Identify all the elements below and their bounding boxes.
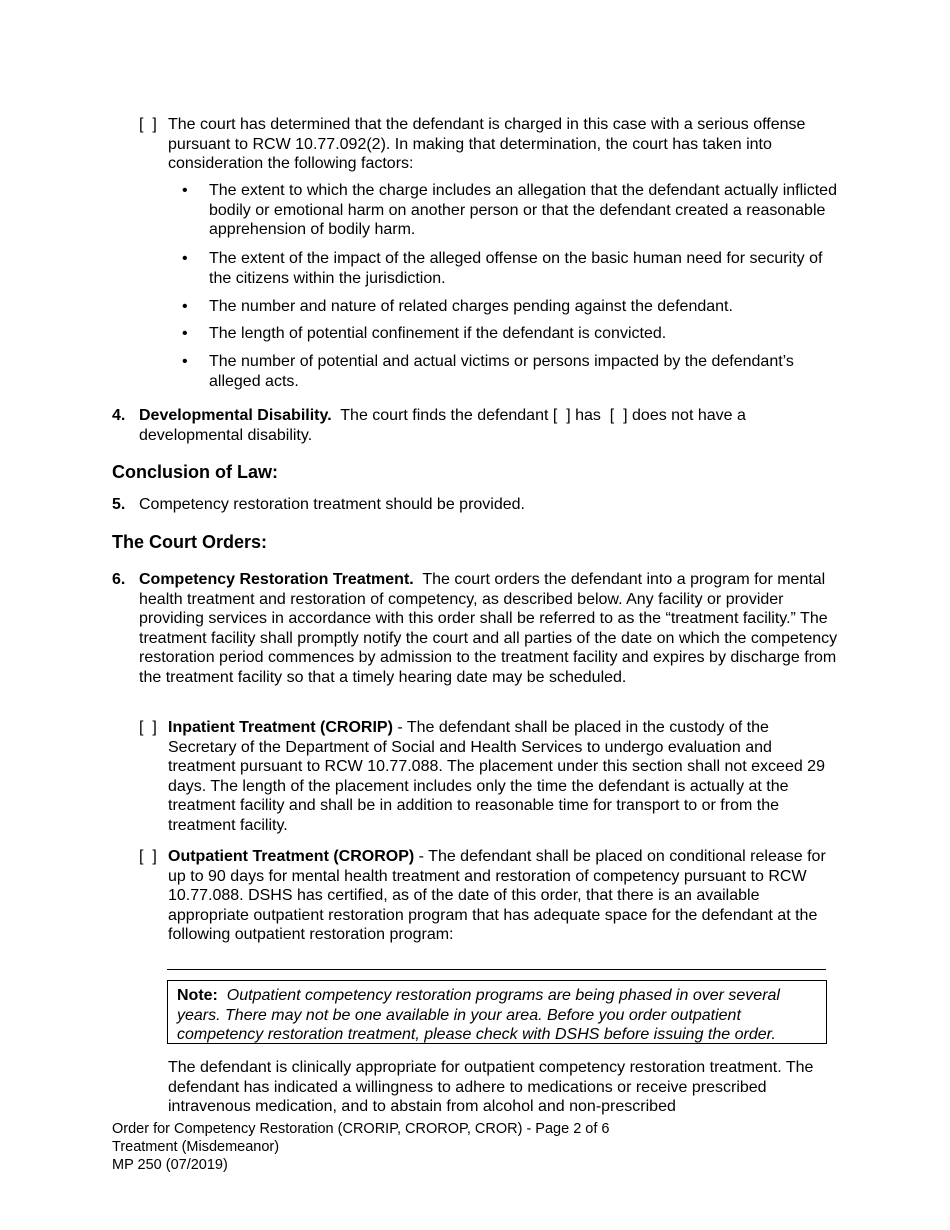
factor-item: The extent to which the charge includes an allegation that the defendant actually inflicted bodily or emotional harm on another person or that the defendant created a reasonable apprehension of bodily harm. [209,182,837,239]
serious-offense-text: The court has determined that the defendant is charged in this case with a serious offense pursuant to RCW 10.77.092(2). In making that determination, the court has taken into consideration the following factors: [168,116,806,173]
outpatient-text [168,847,840,945]
outpatient-body: - The defendant shall be placed on conditional release for up to 90 days for mental health treatment and restoration of competency pursuant to RCW 10.77.088. DSHS has certified, as of the date of this order, that there is an available appropriate outpatient restoration program that has adequate space for the defendant at the following outpatient restoration program: [168,848,826,944]
footer-line-3: MP 250 (07/2019) [112,1157,228,1173]
item-4-text [139,406,839,445]
clinical-text: The defendant is clinically appropriate for outpatient competency restoration treatment. The defendant has indicated a willingness to adhere to medications or receive prescribed intravenous medication, and to abstain from alcohol and non-prescribed [168,1059,814,1116]
item-6-body: The court orders the defendant into a program for mental health treatment and restoration of competency, as described below. Any facility or provider providing services in accordance with this order shall be referred to as the “treatment facility.” The treatment facility shall promptly notify the court and all parties of the date on which the competency restoration period commences by admission to the treatment facility and expires by discharge from the treatment facility so that a timely hearing date may be scheduled. [139,571,838,686]
has-label: has [575,407,601,424]
item-4-number: 4. [112,407,126,424]
does-not-have-label: does not have a developmental disability. [139,407,746,444]
bullet-icon: • [182,250,188,267]
bullet-icon: • [182,182,188,199]
serious-offense-checkbox[interactable]: [ ] [139,116,157,133]
item-5-number: 5. [112,496,126,513]
conclusion-heading: Conclusion of Law: [112,462,278,482]
note-text: Outpatient competency restoration programs are being phased in over several years. There may not be one available in your area. Before you order outpatient competency restoration treatment, please check with DSHS before issuing the order. [177,987,780,1044]
outpatient-checkbox[interactable]: [ ] [139,848,157,865]
item-6-title: Competency Restoration Treatment. [139,571,414,588]
factor-item: The length of potential confinement if the defendant is convicted. [209,325,667,342]
page-footer [112,1120,609,1174]
bullet-icon: • [182,353,188,370]
note-label: Note: [177,987,218,1004]
has-checkbox[interactable]: [ ] [552,407,571,424]
does-not-have-checkbox[interactable]: [ ] [609,407,628,424]
item-6-number: 6. [112,571,126,588]
court-orders-heading: The Court Orders: [112,532,268,552]
bullet-icon: • [182,325,188,342]
bullet-icon: • [182,298,188,315]
item-4-lead: The court finds the defendant [340,407,549,424]
factor-item: The number of potential and actual victims or persons impacted by the defendant’s alleged acts. [209,353,794,390]
program-name-line[interactable] [167,969,826,970]
item-6-text [139,570,839,688]
footer-line-2: Treatment (Misdemeanor) [112,1139,280,1155]
inpatient-text [168,718,840,836]
item-5-text: Competency restoration treatment should be provided. [139,496,525,513]
note-box [167,980,827,1044]
item-4-title: Developmental Disability. [139,407,332,424]
factor-item: The number and nature of related charges pending against the defendant. [209,298,733,315]
inpatient-title: Inpatient Treatment (CRORIP) [168,719,393,736]
inpatient-checkbox[interactable]: [ ] [139,719,157,736]
footer-line-1: Order for Competency Restoration (CRORIP, CROROP, CROR) - Page 2 of 6 [112,1121,610,1137]
factor-item: The extent of the impact of the alleged offense on the basic human need for security of the citizens within the jurisdiction. [209,250,823,287]
outpatient-title: Outpatient Treatment (CROROP) [168,848,415,865]
inpatient-body: - The defendant shall be placed in the custody of the Secretary of the Department of Social and Health Services to undergo evaluation and treatment pursuant to RCW 10.77.088. The placement under this section shall not exceed 29 days. The length of the placement includes only the time the defendant is actually at the treatment facility and shall be in addition to reasonable time for transport to or from the treatment facility. [168,719,825,834]
